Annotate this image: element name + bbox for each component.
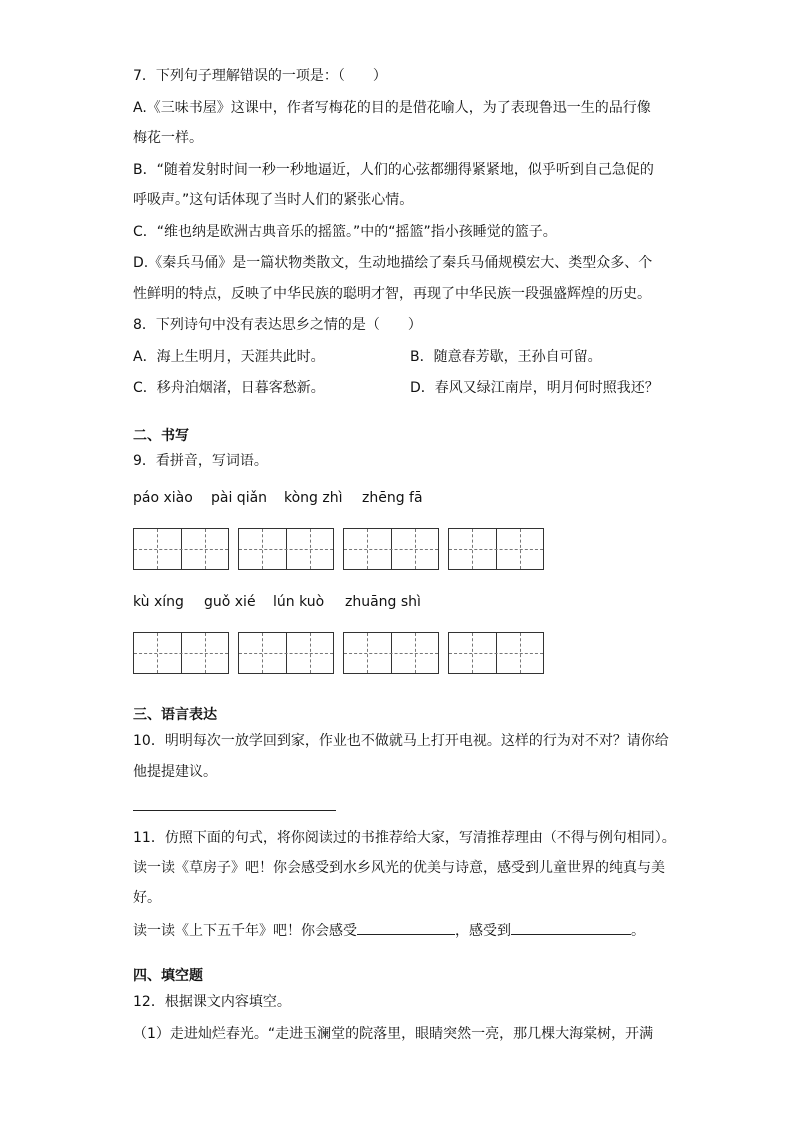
section-2-title: 二、书写 bbox=[133, 428, 189, 444]
pinyin-6: guǒ xié bbox=[204, 594, 256, 610]
q7-option-d-line1: D.《秦兵马俑》是一篇状物类散文，生动地描绘了秦兵马俑规模宏大、类型众多、个 bbox=[133, 255, 653, 271]
section-3-title: 三、语言表达 bbox=[133, 707, 217, 723]
writing-box[interactable] bbox=[238, 528, 334, 570]
q11-prompt-a: 读一读《上下五千年》吧！你会感受 bbox=[133, 923, 357, 939]
pinyin-5: kù xíng bbox=[133, 594, 184, 610]
writing-box[interactable] bbox=[343, 528, 439, 570]
q7-option-c: C．“维也纳是欧洲古典音乐的摇篮。”中的“摇篮”指小孩睡觉的篮子。 bbox=[133, 224, 557, 240]
q10-answer-line[interactable] bbox=[133, 810, 336, 811]
q12-part1: （1）走进灿烂春光。“走进玉澜堂的院落里，眼睛突然一亮，那几棵大海棠树，开满 bbox=[133, 1026, 654, 1042]
q11-prompt-c: 。 bbox=[631, 923, 645, 939]
q8-option-a: A．海上生明月，天涯共此时。 bbox=[133, 349, 325, 365]
q8-stem: 8．下列诗句中没有表达思乡之情的是（ ） bbox=[133, 317, 422, 333]
q7-option-a-line2: 梅花一样。 bbox=[133, 130, 203, 146]
q12-stem: 12．根据课文内容填空。 bbox=[133, 994, 291, 1010]
q7-option-b-line2: 呼吸声。”这句话体现了当时人们的紧张心情。 bbox=[133, 192, 414, 208]
q8-option-d: D．春风又绿江南岸，明月何时照我还？ bbox=[410, 380, 659, 396]
writing-box[interactable] bbox=[343, 632, 439, 674]
q8-option-b: B．随意春芳歇，王孙自可留。 bbox=[410, 349, 602, 365]
q11-blank-2[interactable] bbox=[511, 920, 631, 935]
q7-stem: 7．下列句子理解错误的一项是：（ ） bbox=[133, 68, 387, 84]
q11-line1: 11．仿照下面的句式，将你阅读过的书推荐给大家，写清推荐理由（不得与例句相同）。 bbox=[133, 830, 676, 846]
writing-box[interactable] bbox=[238, 632, 334, 674]
pinyin-3: kòng zhì bbox=[284, 490, 343, 506]
writing-box[interactable] bbox=[133, 632, 229, 674]
pinyin-7: lún kuò bbox=[273, 594, 325, 610]
writing-box[interactable] bbox=[133, 528, 229, 570]
q11-blank-1[interactable] bbox=[357, 920, 455, 935]
pinyin-8: zhuāng shì bbox=[345, 594, 421, 610]
pinyin-1: páo xiào bbox=[133, 490, 193, 506]
q7-option-d-line2: 性鲜明的特点，反映了中华民族的聪明才智，再现了中华民族一段强盛辉煌的历史。 bbox=[133, 286, 651, 302]
q10-line1: 10．明明每次一放学回到家，作业也不做就马上打开电视。这样的行为对不对？请你给 bbox=[133, 733, 669, 749]
q10-line2: 他提提建议。 bbox=[133, 764, 217, 780]
q7-option-b-line1: B．“随着发射时间一秒一秒地逼近，人们的心弦都绷得紧紧地，似乎听到自己急促的 bbox=[133, 162, 654, 178]
pinyin-4: zhēng fā bbox=[362, 490, 423, 506]
pinyin-2: pài qiǎn bbox=[211, 490, 268, 506]
q11-line4 bbox=[133, 920, 645, 941]
q11-prompt-b: ，感受到 bbox=[455, 923, 511, 939]
q8-option-c: C．移舟泊烟渚，日暮客愁新。 bbox=[133, 380, 325, 396]
q7-option-a-line1: A.《三味书屋》这课中，作者写梅花的目的是借花喻人，为了表现鲁迅一生的品行像 bbox=[133, 100, 651, 116]
q11-line2: 读一读《草房子》吧！你会感受到水乡风光的优美与诗意，感受到儿童世界的纯真与美 bbox=[133, 860, 665, 876]
writing-box[interactable] bbox=[448, 528, 544, 570]
q9-stem: 9．看拼音，写词语。 bbox=[133, 453, 268, 469]
section-4-title: 四、填空题 bbox=[133, 968, 203, 984]
q11-line3: 好。 bbox=[133, 890, 161, 906]
writing-box[interactable] bbox=[448, 632, 544, 674]
